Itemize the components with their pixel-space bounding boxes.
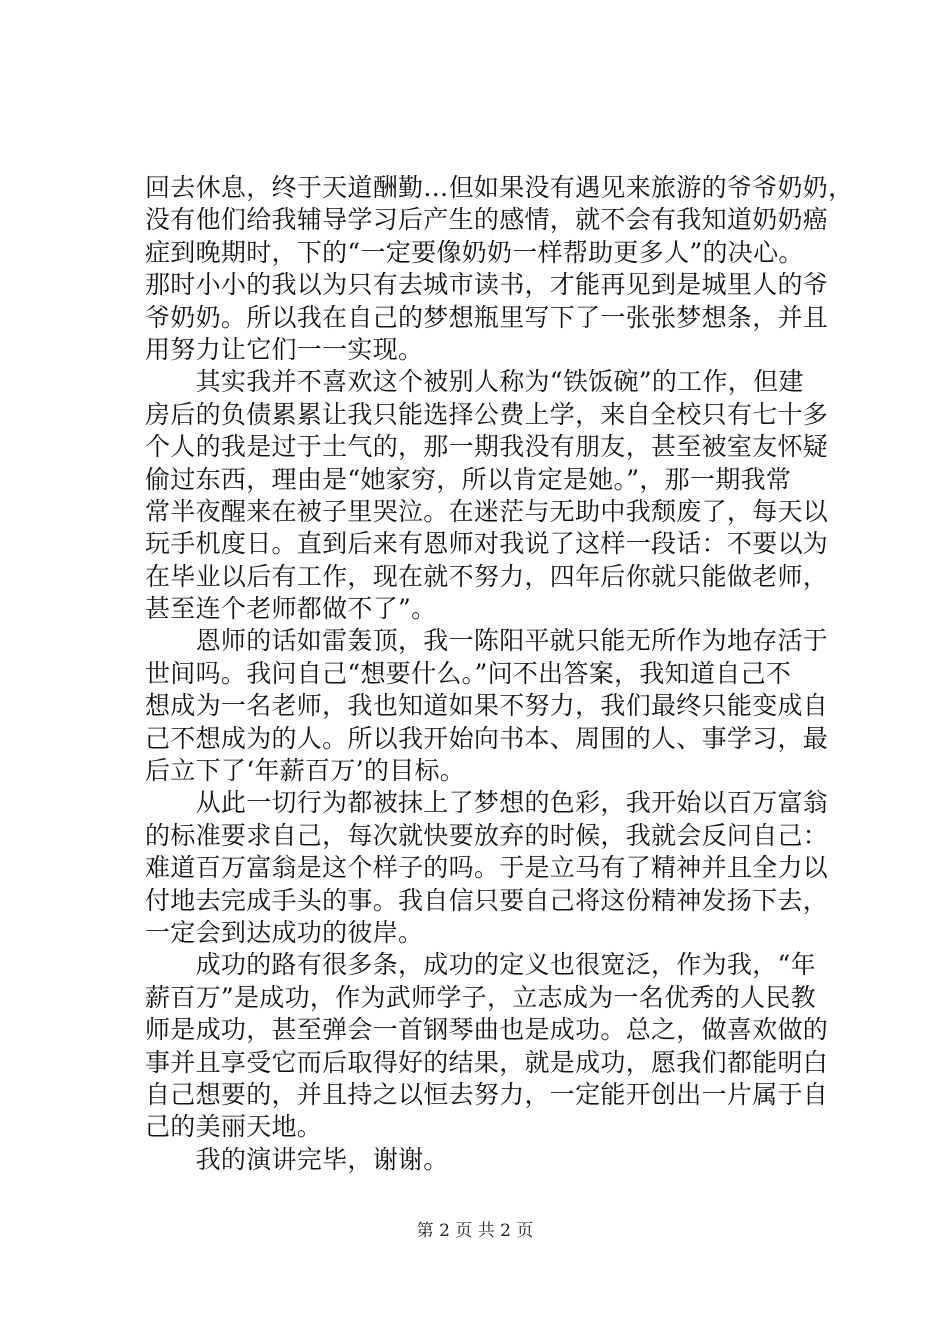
text-line: 玩手机度日。直到后来有恩师对我说了这样一段话：不要以为 bbox=[145, 529, 829, 559]
text-line: 偷过东西，理由是“她家穷，所以肯定是她。”，那一期我常 bbox=[145, 464, 792, 494]
text-line: 己的美丽天地。 bbox=[145, 1112, 323, 1142]
document-body bbox=[145, 172, 854, 1176]
text-line: 没有他们给我辅导学习后产生的感情，就不会有我知道奶奶癌 bbox=[145, 205, 829, 235]
text-line: 个人的我是过于土气的，那一期我没有朋友，甚至被室友怀疑 bbox=[145, 432, 829, 462]
text-line: 其实我并不喜欢这个被别人称为“铁饭碗”的工作，但建 bbox=[145, 367, 804, 397]
text-line: 甚至连个老师都做不了”。 bbox=[145, 594, 437, 624]
text-line: 在毕业以后有工作，现在就不努力，四年后你就只能做老师， bbox=[145, 561, 829, 591]
text-line: 症到晚期时，下的“一定要像奶奶一样帮助更多人”的决心。 bbox=[145, 237, 804, 267]
text-line: 恩师的话如雷轰顶，我一陈阳平就只能无所作为地存活于 bbox=[145, 626, 829, 656]
text-line: 用努力让它们一一实现。 bbox=[145, 334, 424, 364]
text-line: 那时小小的我以为只有去城市读书，才能再见到是城里人的爷 bbox=[145, 270, 829, 300]
text-line: 师是成功，甚至弹会一首钢琴曲也是成功。总之，做喜欢做的 bbox=[145, 1015, 829, 1045]
text-line: 后立下了‘年薪百万’的目标。 bbox=[145, 756, 466, 786]
page-number-footer: 第 2 页 共 2 页 bbox=[416, 1221, 534, 1241]
text-line: 薪百万”是成功，作为武师学子，立志成为一名优秀的人民教 bbox=[145, 982, 816, 1012]
text-line: 想成为一名老师，我也知道如果不努力，我们最终只能变成自 bbox=[145, 691, 829, 721]
text-line: 世间吗。我问自己“想要什么。”问不出答案，我知道自己不 bbox=[145, 658, 792, 688]
text-line: 爷奶奶。所以我在自己的梦想瓶里写下了一张张梦想条，并且 bbox=[145, 302, 829, 332]
text-line: 的标准要求自己，每次就快要放弃的时候，我就会反问自己： bbox=[145, 820, 829, 850]
text-line: 自己想要的，并且持之以恒去努力，一定能开创出一片属于自 bbox=[145, 1079, 829, 1109]
text-line: 房后的负债累累让我只能选择公费上学，来自全校只有七十多 bbox=[145, 399, 829, 429]
text-line: 成功的路有很多条，成功的定义也很宽泛，作为我，“年 bbox=[145, 950, 816, 980]
text-line: 从此一切行为都被抹上了梦想的色彩，我开始以百万富翁 bbox=[145, 788, 829, 818]
text-line: 事并且享受它而后取得好的结果，就是成功，愿我们都能明白 bbox=[145, 1047, 829, 1077]
text-line: 难道百万富翁是这个样子的吗。于是立马有了精神并且全力以 bbox=[145, 853, 829, 883]
text-line: 一定会到达成功的彼岸。 bbox=[145, 917, 424, 947]
text-line: 常半夜醒来在被子里哭泣。在迷茫与无助中我颓废了，每天以 bbox=[145, 496, 829, 526]
text-line: 我的演讲完毕，谢谢。 bbox=[145, 1144, 449, 1174]
text-line: 付地去完成手头的事。我自信只要自己将这份精神发扬下去， bbox=[145, 885, 829, 915]
text-line: 己不想成为的人。所以我开始向书本、周围的人、事学习，最 bbox=[145, 723, 829, 753]
text-line: 回去休息，终于天道酬勤…但如果没有遇见来旅游的爷爷奶奶， bbox=[145, 173, 854, 202]
